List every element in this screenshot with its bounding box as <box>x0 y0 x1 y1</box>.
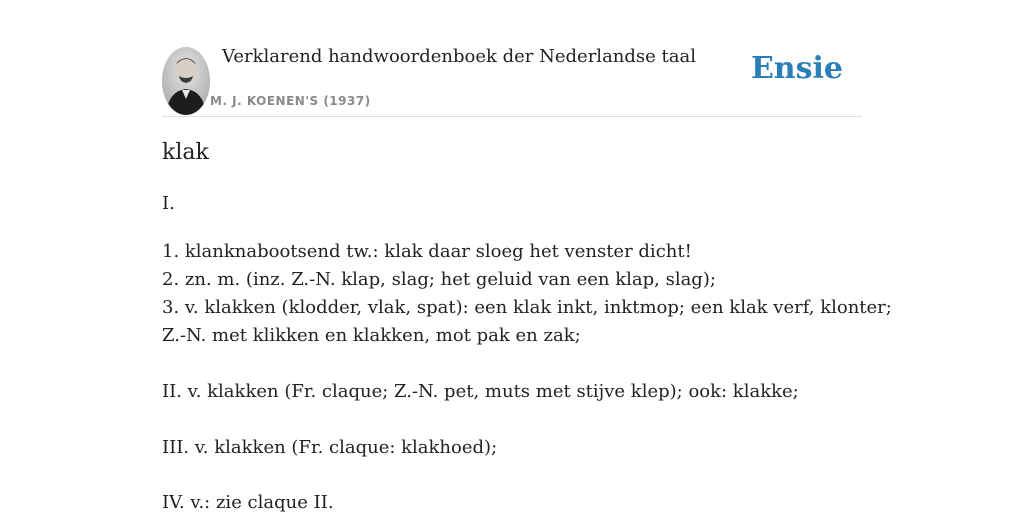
entry-section-I: I. <box>162 193 175 214</box>
entry-sense-1: 1. klanknabootsend tw.: klak daar sloeg het venster dicht! <box>162 241 692 262</box>
entry-headword: klak <box>162 140 209 165</box>
dictionary-author: M. J. KOENEN'S (1937) <box>210 94 371 108</box>
dictionary-header <box>162 0 862 117</box>
page-container <box>162 0 892 512</box>
entry-section-III: III. v. klakken (Fr. claque: klakhoed); <box>162 437 498 458</box>
author-portrait <box>162 47 210 115</box>
ensie-logo[interactable]: Ensie <box>750 51 843 86</box>
entry-section-II: II. v. klakken (Fr. claque; Z.-N. pet, muts met stijve klep); ook: klakke; <box>162 381 799 402</box>
entry-sense-3: 3. v. klakken (klodder, vlak, spat): een klak inkt, inktmop; een klak verf, klonter; <box>162 297 892 318</box>
portrait-image <box>162 47 210 115</box>
entry-sense-3-continued: Z.-N. met klikken en klakken, mot pak en zak; <box>162 325 581 346</box>
dictionary-title[interactable]: Verklarend handwoordenboek der Nederlandse taal <box>222 46 696 67</box>
entry-sense-2: 2. zn. m. (inz. Z.-N. klap, slag; het geluid van een klap, slag); <box>162 269 716 290</box>
entry-section-IV: IV. v.: zie claque II. <box>162 492 334 512</box>
